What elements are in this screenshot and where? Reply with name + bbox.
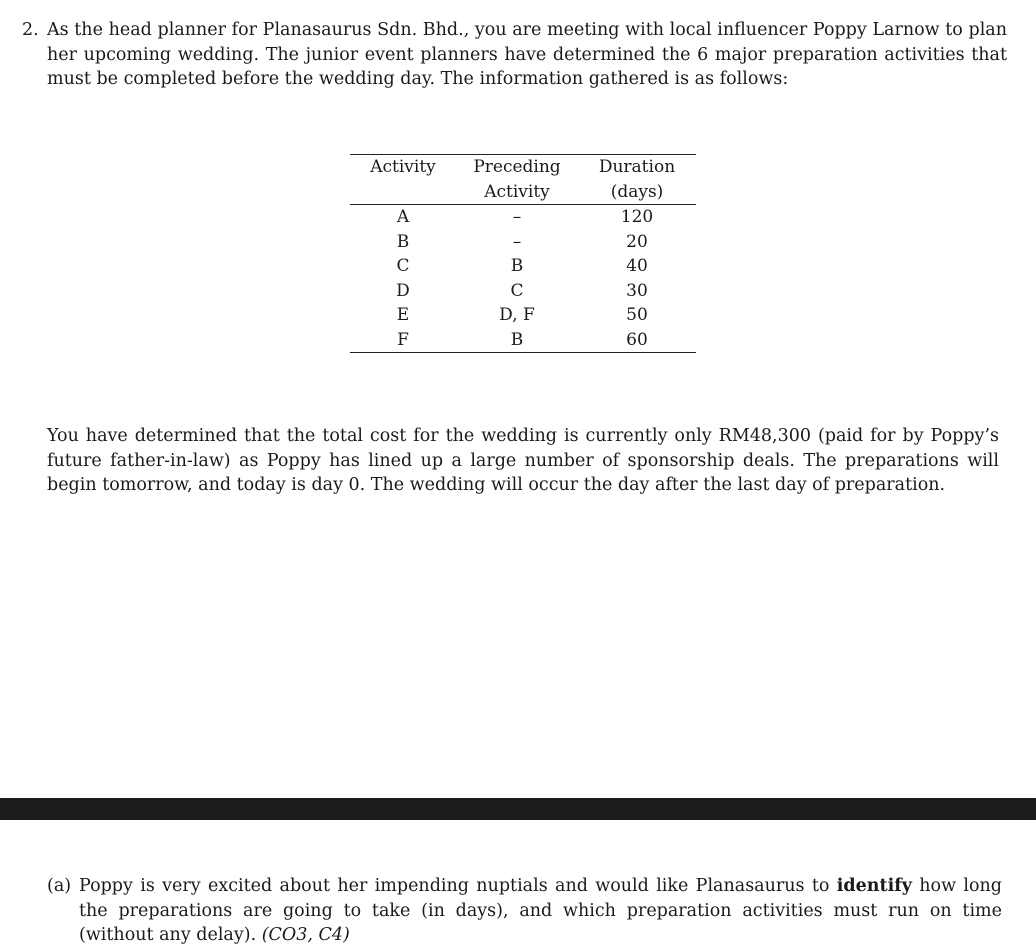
question-number: 2. — [22, 20, 39, 40]
cell-duration: 20 — [626, 231, 648, 252]
table-row — [350, 205, 696, 230]
part-a-bold-word: identify — [836, 876, 912, 896]
cell-duration: 120 — [620, 207, 654, 227]
cell-activity: F — [350, 328, 456, 353]
cell-preceding: – — [512, 207, 522, 227]
cell-duration: 50 — [626, 305, 648, 325]
cell-activity: C — [396, 256, 410, 276]
header-preceding-line2: Activity — [484, 181, 550, 202]
cell-activity: B — [396, 231, 410, 252]
cell-activity: A — [396, 207, 410, 227]
part-a-text — [79, 874, 1002, 948]
table-row — [350, 279, 696, 304]
table-row — [350, 303, 696, 328]
cell-duration: 60 — [578, 328, 696, 353]
header-activity — [350, 155, 456, 205]
part-a-label: (a) — [47, 876, 72, 896]
part-a-course-outcomes: (CO3, C4) — [261, 925, 350, 945]
cell-preceding: B — [456, 328, 578, 353]
cell-duration: 30 — [626, 280, 648, 301]
table-row — [350, 254, 696, 279]
cell-preceding: B — [510, 256, 524, 276]
cell-activity: D — [396, 280, 410, 301]
activity-table — [350, 154, 696, 353]
header-activity-label: Activity — [370, 157, 436, 177]
question-intro-text: As the head planner for Planasaurus Sdn. Bhd., you are meeting with local influencer Poppy Larnow to plan her upcoming wedding. The junior event planners have determined the 6 major preparation activities that must be completed before the wedding day. The information gathered is as follows: — [47, 20, 1007, 89]
header-preceding-activity — [456, 155, 578, 205]
cell-activity: E — [396, 305, 410, 325]
cell-preceding: – — [512, 231, 522, 252]
table-row — [350, 230, 696, 255]
part-a-text-before: Poppy is very excited about her impending nuptials and would like Planasaurus to — [79, 876, 837, 896]
question-2 — [22, 18, 1007, 92]
cost-paragraph: You have determined that the total cost for the wedding is currently only RM48,300 (paid for by Poppy’s future father-in-law) as Poppy has lined up a large number of sponsorship deals. The preparations will begin tomorrow, and today is day 0. The wedding will occur the day after the last day of preparation. — [47, 426, 999, 495]
cell-preceding: C — [510, 280, 524, 301]
header-duration-line2: (days) — [610, 181, 664, 202]
header-duration — [578, 155, 696, 205]
header-preceding-line1: Preceding — [473, 157, 561, 177]
part-a — [47, 874, 1002, 948]
header-duration-line1: Duration — [598, 157, 676, 177]
cell-preceding: D, F — [499, 305, 535, 325]
part-a-text-after: how long the preparations are going to take (in days), and which preparation activities must run on time (without any delay). — [79, 876, 1002, 945]
table-header-row — [350, 155, 696, 205]
cell-duration: 40 — [626, 256, 648, 276]
table-row — [350, 328, 696, 353]
redaction-bar — [0, 798, 1036, 820]
